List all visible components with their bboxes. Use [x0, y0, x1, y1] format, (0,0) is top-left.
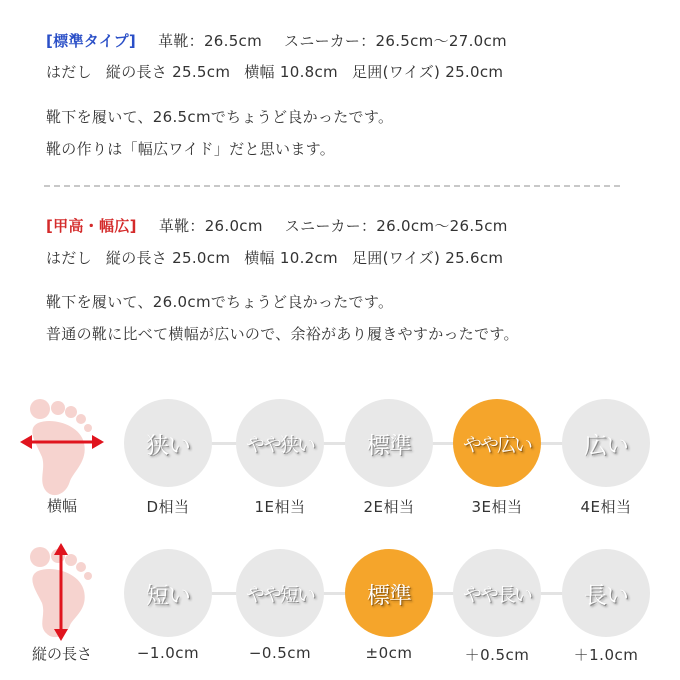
length-option-slightly-long: やや長い: [453, 549, 541, 637]
standard-measure-line: [46, 62, 503, 82]
wide-measure-line: [46, 248, 503, 268]
length-option-standard-selected: 標準: [345, 549, 433, 637]
wide-comment-2: 普通の靴に比べて横幅が広いので、余裕があり履きやすかったです。: [46, 325, 519, 343]
standard-comment-2: 靴の作りは「幅広ワイド」だと思います。: [46, 140, 336, 158]
standard-size-line: [46, 31, 507, 51]
standard-comment-1: 靴下を履いて、26.5cmでちょうど良かったです。: [46, 108, 394, 126]
width-caption-4e: 4E相当: [580, 498, 632, 516]
length-option-long: 長い: [562, 549, 650, 637]
width-option-narrow: 狭い: [124, 399, 212, 487]
standard-length: 縦の長さ 25.5cm: [105, 63, 231, 81]
width-caption-d: D相当: [146, 498, 190, 516]
width-option-slightly-narrow: やや狭い: [236, 399, 324, 487]
wide-type-tag: [甲高・幅広]: [46, 217, 137, 235]
standard-type-tag: [標準タイプ]: [46, 32, 137, 50]
width-caption-3e: 3E相当: [471, 498, 523, 516]
length-caption-minus-1: −1.0cm: [136, 644, 200, 662]
standard-sneaker-size: スニーカー：26.5cm〜27.0cm: [284, 32, 507, 50]
standard-leather-size: 革靴：26.5cm: [158, 32, 263, 50]
foot-width-arrow-icon: [18, 395, 108, 505]
width-option-standard: 標準: [345, 399, 433, 487]
width-scale-row: [0, 390, 680, 530]
width-option-slightly-wide-selected: やや広い: [453, 399, 541, 487]
width-caption-2e: 2E相当: [363, 498, 415, 516]
wide-length: 縦の長さ 25.0cm: [105, 249, 231, 267]
wide-girth: 足囲(ワイズ) 25.6cm: [351, 249, 504, 267]
standard-barefoot-label: はだし: [46, 63, 92, 81]
width-option-wide: 広い: [562, 399, 650, 487]
wide-leather-size: 革靴：26.0cm: [158, 217, 263, 235]
wide-comment-1: 靴下を履いて、26.0cmでちょうど良かったです。: [46, 293, 394, 311]
width-caption-1e: 1E相当: [254, 498, 306, 516]
length-scale-label: 縦の長さ: [31, 645, 92, 663]
wide-sneaker-size: スニーカー：26.0cm〜26.5cm: [284, 217, 508, 235]
length-caption-minus-0-5: −0.5cm: [248, 644, 312, 662]
standard-girth: 足囲(ワイズ) 25.0cm: [351, 63, 504, 81]
standard-width: 横幅 10.8cm: [244, 63, 338, 81]
length-caption-plus-0-5: ＋0.5cm: [464, 646, 530, 664]
foot-length-arrow-icon: [18, 543, 108, 653]
wide-barefoot-label: はだし: [46, 249, 92, 267]
length-option-short: 短い: [124, 549, 212, 637]
wide-width: 横幅 10.2cm: [244, 249, 338, 267]
length-scale-row: [0, 540, 680, 680]
section-divider: [44, 185, 620, 187]
length-option-slightly-short: やや短い: [236, 549, 324, 637]
wide-size-line: [46, 216, 508, 236]
width-scale-label: 横幅: [46, 497, 77, 515]
length-caption-plus-1: ＋1.0cm: [573, 646, 639, 664]
length-caption-zero: ±0cm: [365, 644, 413, 662]
